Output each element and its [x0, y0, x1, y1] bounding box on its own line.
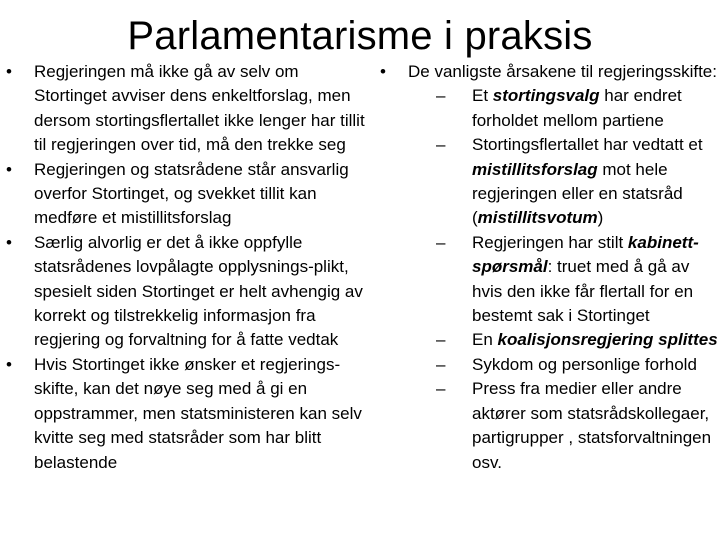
sub-item	[436, 84, 718, 133]
text-run: Regjeringen har stilt	[472, 232, 628, 252]
bullet-item: • Regjeringen og statsrådene står ansvarlig overfor Stortinget, og svekket tillit kan medføre et mistillitsforslag	[6, 158, 366, 231]
text-run: Sykdom og personlige forhold	[472, 354, 697, 374]
left-column	[6, 60, 366, 475]
sub-item	[436, 133, 718, 231]
right-column	[380, 60, 718, 475]
text-run: mot hele regjeringen eller en statsråd (	[472, 159, 683, 228]
emphasis-term: kabinett-spørsmål	[472, 232, 699, 277]
text-run: Stortingsflertallet har vedtatt et	[472, 135, 703, 155]
emphasis-term: mistillitsforslag	[472, 159, 598, 179]
text-run: Et	[472, 86, 493, 106]
text-run: Press fra medier eller andre aktører som statsrådskollegaer, partigrupper , statsforvaltningen osv.	[472, 379, 712, 472]
reasons-sub-list	[436, 84, 718, 475]
bullet-item: • Særlig alvorlig er det å ikke oppfylle statsrådenes lovpålagte opplysnings-plikt, spesielt siden Stortinget er helt avhengig av korrekt og tilstrekkelig informasjon fra regjering og forvaltning for å fatte vedtak	[6, 231, 366, 353]
emphasis-term: koalisjonsregjering splittes	[497, 330, 718, 350]
text-run: : truet med å gå av hvis den ikke får flertall for en bestemt sak i Stortinget	[472, 257, 694, 326]
right-bullet-list	[380, 60, 718, 475]
bullet-item: • Regjeringen må ikke gå av selv om Stortinget avviser dens enkeltforslag, men dersom stortingsflertallet ikke lenger har tillit til regjeringen over tid, må den trekke seg	[6, 60, 366, 158]
left-bullet-list	[6, 60, 366, 475]
text-run: )	[597, 208, 604, 228]
intro-text: De vanligste årsakene til regjeringsskifte:	[408, 62, 717, 81]
text-run: En	[472, 330, 498, 350]
sub-item	[436, 353, 718, 377]
sub-item	[436, 377, 718, 475]
sub-item	[436, 328, 718, 352]
bullet-item	[380, 60, 718, 475]
sub-item	[436, 231, 718, 329]
slide-title: Parlamentarisme i praksis	[127, 14, 593, 58]
emphasis-term: mistillitsvotum	[477, 208, 598, 228]
emphasis-term: stortingsvalg	[492, 86, 600, 106]
text-run: har endret forholdet mellom partiene	[472, 86, 682, 130]
bullet-item: • Hvis Stortinget ikke ønsker et regjerings-skifte, kan det nøye seg med å gi en oppstrammer, men statsministeren kan selv kvitte seg med statsråder som har blitt belastende	[6, 353, 366, 475]
